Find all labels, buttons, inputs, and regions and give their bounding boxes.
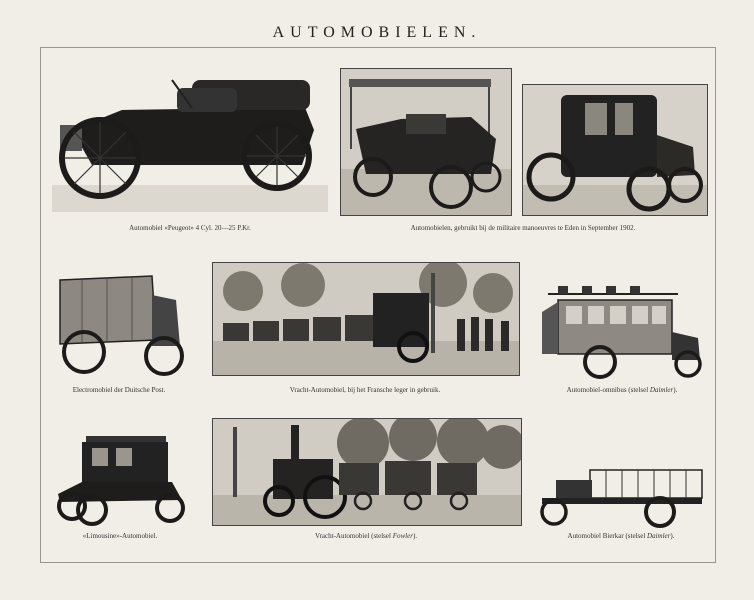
caption-bierkar: Automobiel Bierkar (stelsel Daimler). bbox=[567, 532, 675, 540]
illustration-bierkar bbox=[536, 462, 706, 530]
caption-electro: Electromobiel der Duitsche Post. bbox=[72, 386, 166, 394]
illustration-electromobiel bbox=[52, 270, 186, 378]
illustration-peugeot bbox=[52, 70, 328, 212]
illustration-limousine bbox=[52, 434, 188, 526]
caption-vracht-fransche: Vracht-Automobiel, bij het Fransche leger in gebruik. bbox=[289, 386, 441, 394]
caption-peugeot: Automobiel «Peugeot» 4 Cyl. 20—25 P.Kr. bbox=[129, 224, 251, 232]
caption-limousine: «Limousine»-Automobiel. bbox=[82, 532, 158, 540]
caption-omnibus: Automobiel-omnibus (stelsel Daimler). bbox=[566, 386, 678, 394]
photo-vracht-fransche bbox=[212, 262, 520, 376]
photo-military-manoeuvres bbox=[340, 68, 512, 216]
photo-closed-car bbox=[522, 84, 708, 216]
caption-military: Automobielen, gebruikt bij de militaire manoeuvres te Eden in September 1902. bbox=[410, 224, 636, 232]
photo-vracht-fowler bbox=[212, 418, 522, 526]
illustration-omnibus bbox=[538, 282, 706, 382]
caption-fowler: Vracht-Automobiel (stelsel Fowler). bbox=[314, 532, 418, 540]
page-title: AUTOMOBIELEN. bbox=[272, 24, 482, 41]
